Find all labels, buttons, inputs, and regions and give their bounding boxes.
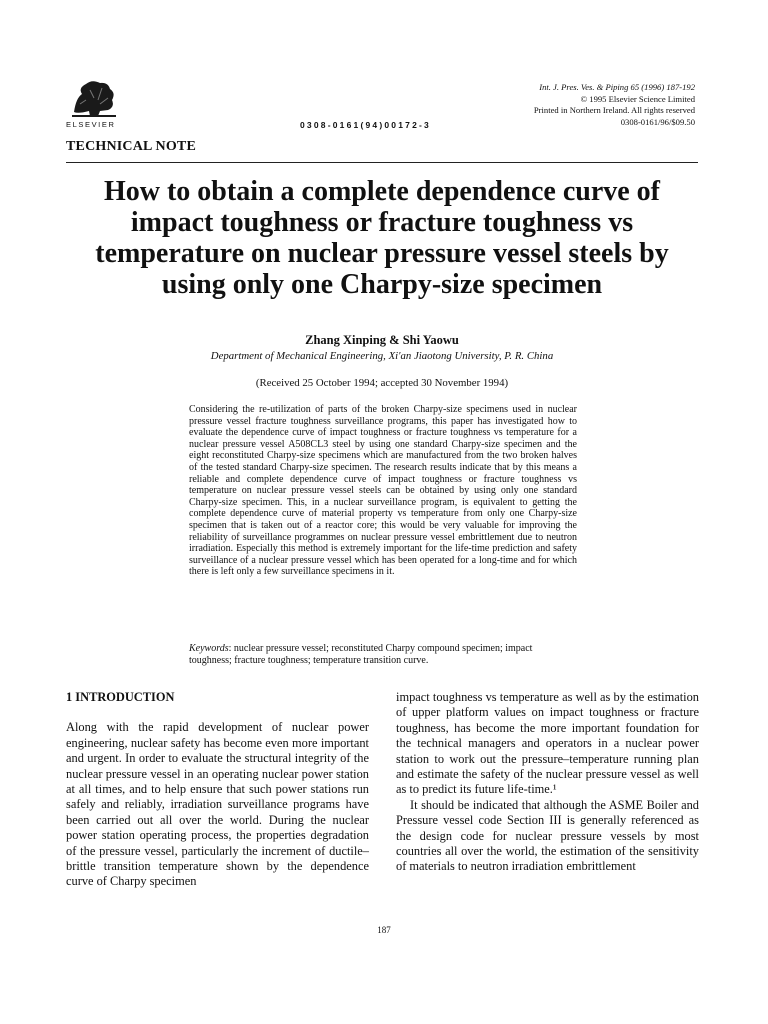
received-dates: (Received 25 October 1994; accepted 30 November 1994) <box>255 377 509 389</box>
page-number: 187 <box>377 925 391 935</box>
section-heading: 1 INTRODUCTION <box>66 690 175 704</box>
abstract: Considering the re-utilization of parts of the broken Charpy-size specimens used in nuclear pressure vessel fracture toughness surveillance programs, this paper has investigated how to evaluate the dependence curve of impact toughness or fracture toughness vs temperature for a nuclear pressure vessel A508CL3 steel by using one standard Charpy-size specimen and the eight reconstituted Charpy-size specimens which are manufactured from the two broken halves of the tested standard Charpy-size specimen. The research results indicate that by this means a reliable and complete dependence curve of impact toughness or fracture toughness vs temperature on nuclear pressure vessel steels can be obtained by using only one standard Charpy-size specimen. This, in a nuclear surveillance program, is equivalent to getting the complete dependence curve of material property vs temperature from only one Charpy-size specimen that is taken out of a reactor core; this would be very valuable for improving the reliability of surveillance programmes on nuclear pressure vessel embrittlement due to neutron irradiation. Especially this method is extremely important for the life-time prediction and safety surveillance of a nuclear pressure vessel which has been operated for a long-time and for which there is left only a few surveillance specimens in it. <box>189 404 577 578</box>
printed-line: Printed in Northern Ireland. All rights reserved <box>533 105 695 115</box>
publisher-name: ELSEVIER <box>66 120 116 129</box>
right-paragraph-1: impact toughness vs temperature as well as by the estimation of upper platform values on impact toughness or fracture toughness, has become the more important foundation for the technical managers and operators in a nuclear power station to work out the pressure–temperature running plan and estimate the safety of the nuclear pressure vessel as well as to predict its future life-time.¹ <box>396 690 699 797</box>
right-paragraph-2: It should be indicated that although the ASME Boiler and Pressure vessel code Section III is generally referenced as the design code for nuclear pressure vessels by most countries all over the world, the estimation of the sensitivity of materials to neutron irradiation embrittlement <box>396 797 699 874</box>
keywords <box>189 643 577 666</box>
issn-code: 0308-0161(94)00172-3 <box>300 120 431 130</box>
intro-paragraph: Along with the rapid development of nuclear power engineering, nuclear safety has become even more important and urgent. In order to evaluate the structural integrity of the nuclear pressure vessel in an operating nuclear power station at all times, and to help ensure that such power stations run safely and reliably, irradiation surveillance programs have been carried out all over the world. During the nuclear power station operating process, the properties degradation of the pressure vessel, particularly the increment of ductile–brittle transition temperature shown by the dependence curve of Charpy specimen <box>66 720 369 889</box>
copyright-line: © 1995 Elsevier Science Limited <box>580 93 695 104</box>
affiliation: Department of Mechanical Engineering, Xi'an Jiaotong University, P. R. China <box>210 350 554 362</box>
authors: Zhang Xinping & Shi Yaowu <box>305 333 459 347</box>
elsevier-logo <box>70 78 118 118</box>
paper-title: How to obtain a complete dependence curve of impact toughness or fracture toughness vs temperature on nuclear pressure vessel steels by using only one Charpy-size specimen <box>95 176 669 300</box>
price-line: 0308-0161/96/$09.50 <box>620 116 695 127</box>
journal-citation: Int. J. Pres. Ves. & Piping 65 (1996) 187-192 <box>539 82 695 92</box>
right-column <box>396 690 699 875</box>
keywords-label: Keywords <box>189 643 229 654</box>
left-column <box>66 690 369 890</box>
header-rule <box>66 162 698 163</box>
section-label: TECHNICAL NOTE <box>66 139 196 154</box>
keywords-text: : nuclear pressure vessel; reconstituted Charpy compound specimen; impact toughness; fracture toughness; temperature transition curve. <box>189 643 533 666</box>
journal-info <box>534 82 695 128</box>
